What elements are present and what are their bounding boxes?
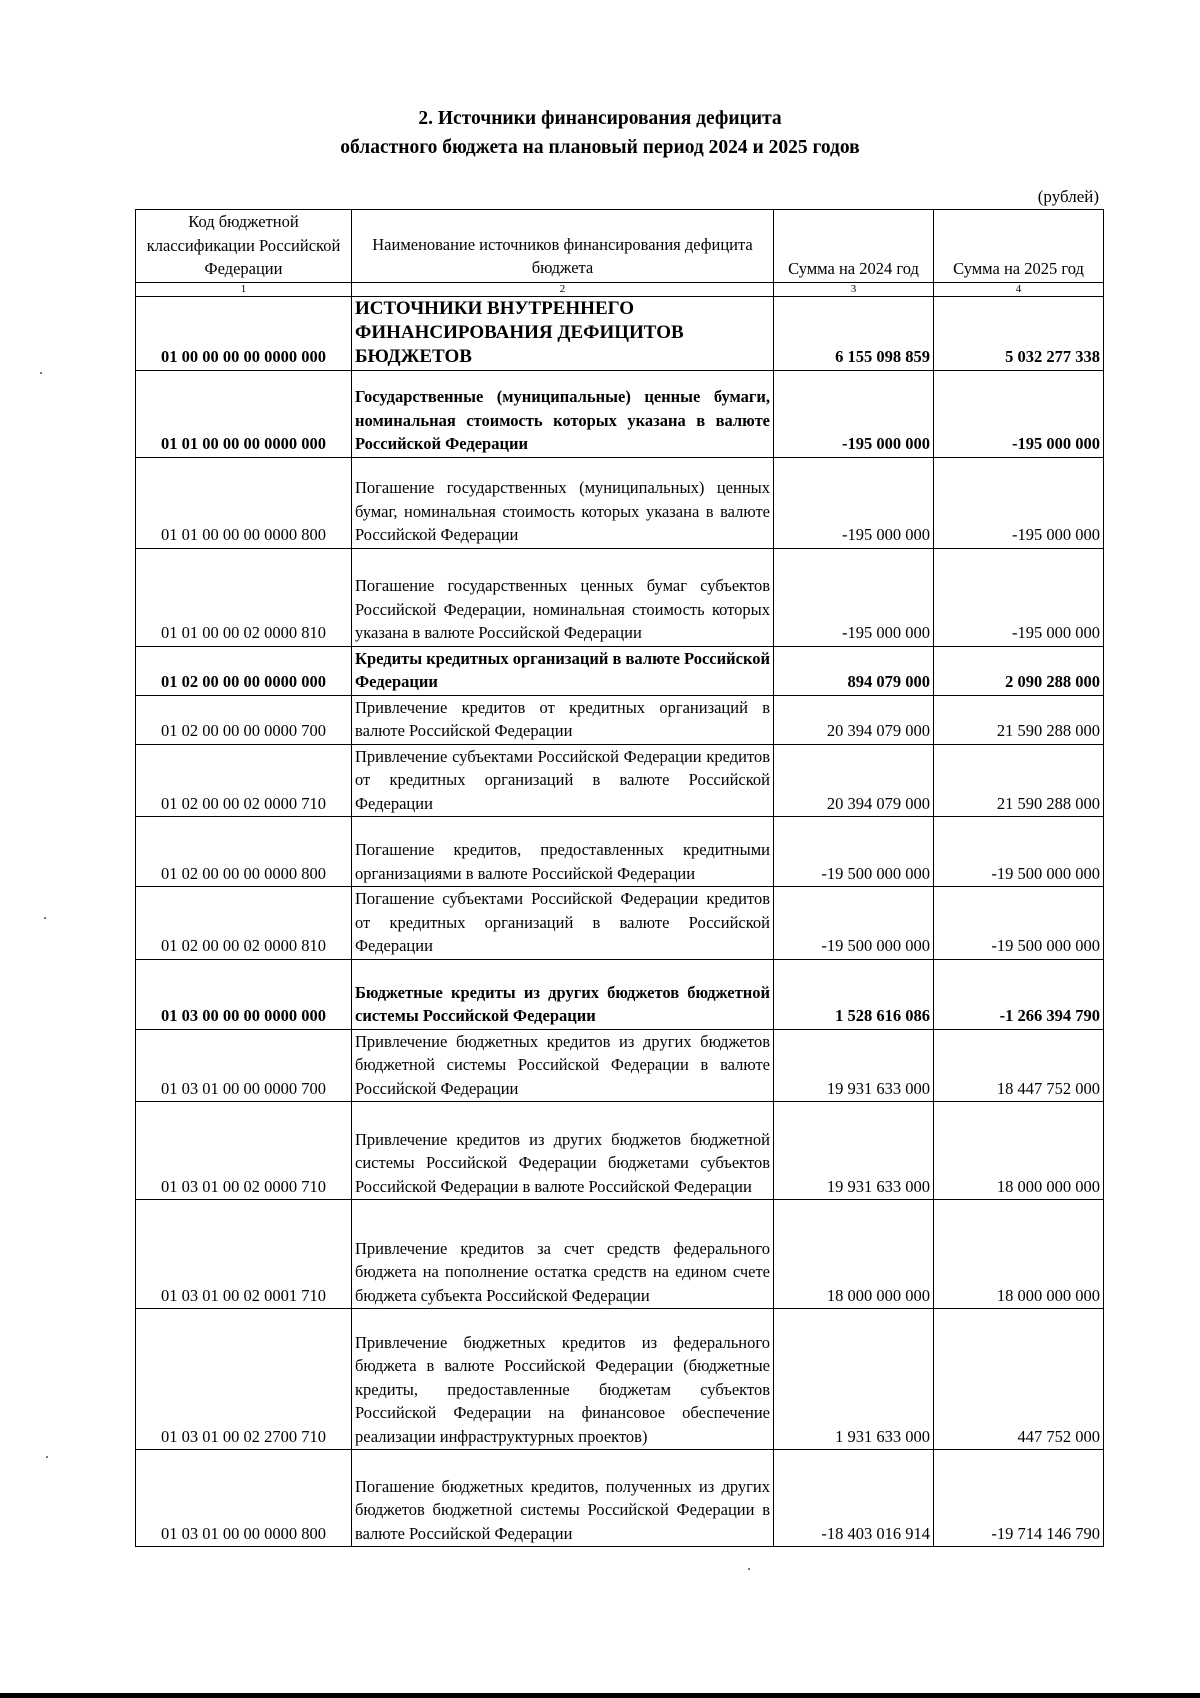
table-row	[136, 1102, 1104, 1200]
column-number: 3	[774, 282, 934, 296]
row-sum-2025: 2 090 288 000	[934, 646, 1104, 695]
header-code: Код бюджетной классификации Российской Федерации	[136, 210, 352, 283]
row-code: 01 02 00 00 00 0000 800	[136, 817, 352, 887]
row-code: 01 01 00 00 00 0000 800	[136, 457, 352, 548]
table-row	[136, 695, 1104, 744]
row-sum-2025: 21 590 288 000	[934, 695, 1104, 744]
row-sum-2024: 1 528 616 086	[774, 959, 934, 1029]
table-row	[136, 457, 1104, 548]
scan-speck	[46, 1456, 48, 1458]
row-code: 01 02 00 00 00 0000 000	[136, 646, 352, 695]
row-code: 01 03 01 00 00 0000 800	[136, 1450, 352, 1547]
title-line-1: 2. Источники финансирования дефицита	[418, 108, 782, 129]
row-sum-2025: -19 500 000 000	[934, 817, 1104, 887]
row-name: Погашение государственных (муниципальных) ценных бумаг, номинальная стоимость которых указана в валюте Российской Федерации	[352, 457, 774, 548]
table-header-row	[136, 210, 1104, 283]
row-name: Привлечение субъектами Российской Федерации кредитов от кредитных организаций в валюте Российской Федерации	[352, 744, 774, 817]
row-sum-2025: -19 500 000 000	[934, 887, 1104, 960]
row-sum-2025: 18 000 000 000	[934, 1102, 1104, 1200]
row-sum-2024: -195 000 000	[774, 370, 934, 457]
row-sum-2025: 18 000 000 000	[934, 1200, 1104, 1309]
header-name: Наименование источников финансирования дефицита бюджета	[352, 210, 774, 283]
header-sum-2024: Сумма на 2024 год	[774, 210, 934, 283]
row-name: Привлечение кредитов от кредитных организаций в валюте Российской Федерации	[352, 695, 774, 744]
row-name: Кредиты кредитных организаций в валюте Российской Федерации	[352, 646, 774, 695]
table-row	[136, 548, 1104, 646]
table-row	[136, 296, 1104, 370]
row-sum-2025: 5 032 277 338	[934, 296, 1104, 370]
row-sum-2024: -19 500 000 000	[774, 887, 934, 960]
column-number: 2	[352, 282, 774, 296]
row-sum-2025: -19 714 146 790	[934, 1450, 1104, 1547]
row-sum-2024: -19 500 000 000	[774, 817, 934, 887]
header-sum-2025: Сумма на 2025 год	[934, 210, 1104, 283]
table-row	[136, 817, 1104, 887]
row-code: 01 02 00 00 02 0000 810	[136, 887, 352, 960]
row-name: Погашение субъектами Российской Федерации кредитов от кредитных организаций в валюте Российской Федерации	[352, 887, 774, 960]
table-row	[136, 744, 1104, 817]
title-line-2: областного бюджета на плановый период 2024 и 2025 годов	[340, 137, 860, 158]
row-code: 01 01 00 00 00 0000 000	[136, 370, 352, 457]
row-code: 01 03 00 00 00 0000 000	[136, 959, 352, 1029]
row-code: 01 02 00 00 02 0000 710	[136, 744, 352, 817]
table-row	[136, 1200, 1104, 1309]
row-sum-2025: -195 000 000	[934, 548, 1104, 646]
row-sum-2025: 21 590 288 000	[934, 744, 1104, 817]
row-sum-2025: -1 266 394 790	[934, 959, 1104, 1029]
table-row	[136, 646, 1104, 695]
row-name: Привлечение бюджетных кредитов из федерального бюджета в валюте Российской Федерации (бюджетные кредиты, предоставленные бюджетам субъектов Российской Федерации на финансовое обеспечение реализации инфраструктурных проектов)	[352, 1309, 774, 1450]
table-row	[136, 1309, 1104, 1450]
row-sum-2024: -18 403 016 914	[774, 1450, 934, 1547]
bottom-scan-edge	[0, 1693, 1200, 1698]
scan-speck	[748, 1568, 750, 1570]
table-row	[136, 887, 1104, 960]
row-sum-2024: 20 394 079 000	[774, 695, 934, 744]
row-code: 01 03 01 00 02 0001 710	[136, 1200, 352, 1309]
row-name: Бюджетные кредиты из других бюджетов бюджетной системы Российской Федерации	[352, 959, 774, 1029]
row-sum-2025: 447 752 000	[934, 1309, 1104, 1450]
row-sum-2025: 18 447 752 000	[934, 1029, 1104, 1102]
row-sum-2024: 19 931 633 000	[774, 1029, 934, 1102]
row-sum-2024: 20 394 079 000	[774, 744, 934, 817]
table-row	[136, 1450, 1104, 1547]
row-sum-2024: -195 000 000	[774, 457, 934, 548]
table-row	[136, 370, 1104, 457]
row-code: 01 03 01 00 02 0000 710	[136, 1102, 352, 1200]
row-sum-2024: 19 931 633 000	[774, 1102, 934, 1200]
units-label: (рублей)	[1037, 187, 1099, 206]
row-sum-2024: 18 000 000 000	[774, 1200, 934, 1309]
row-code: 01 01 00 00 02 0000 810	[136, 548, 352, 646]
row-code: 01 03 01 00 02 2700 710	[136, 1309, 352, 1450]
row-sum-2025: -195 000 000	[934, 370, 1104, 457]
budget-sources-table	[135, 209, 1104, 1547]
row-code: 01 02 00 00 00 0000 700	[136, 695, 352, 744]
document-title	[0, 104, 1200, 162]
row-name: Государственные (муниципальные) ценные бумаги, номинальная стоимость которых указана в валюте Российской Федерации	[352, 370, 774, 457]
row-code: 01 00 00 00 00 0000 000	[136, 296, 352, 370]
row-sum-2024: 1 931 633 000	[774, 1309, 934, 1450]
row-name: Привлечение кредитов из других бюджетов бюджетной системы Российской Федерации бюджетами субъектов Российской Федерации в валюте Российской Федерации	[352, 1102, 774, 1200]
column-number: 1	[136, 282, 352, 296]
row-name: Погашение государственных ценных бумаг субъектов Российской Федерации, номинальная стоимость которых указана в валюте Российской Федерации	[352, 548, 774, 646]
row-code: 01 03 01 00 00 0000 700	[136, 1029, 352, 1102]
column-number: 4	[934, 282, 1104, 296]
row-sum-2024: 6 155 098 859	[774, 296, 934, 370]
row-name: Погашение бюджетных кредитов, полученных из других бюджетов бюджетной системы Российской Федерации в валюте Российской Федерации	[352, 1450, 774, 1547]
table-row	[136, 959, 1104, 1029]
scan-speck	[44, 917, 46, 919]
row-sum-2025: -195 000 000	[934, 457, 1104, 548]
row-sum-2024: 894 079 000	[774, 646, 934, 695]
scan-speck	[40, 372, 42, 374]
row-name: ИСТОЧНИКИ ВНУТРЕННЕГО ФИНАНСИРОВАНИЯ ДЕФИЦИТОВ БЮДЖЕТОВ	[352, 296, 774, 370]
table-row	[136, 1029, 1104, 1102]
column-number-row	[136, 282, 1104, 296]
row-name: Привлечение кредитов за счет средств федерального бюджета на пополнение остатка средств на едином счете бюджета субъекта Российской Федерации	[352, 1200, 774, 1309]
row-name: Привлечение бюджетных кредитов из других бюджетов бюджетной системы Российской Федерации в валюте Российской Федерации	[352, 1029, 774, 1102]
row-sum-2024: -195 000 000	[774, 548, 934, 646]
row-name: Погашение кредитов, предоставленных кредитными организациями в валюте Российской Федерации	[352, 817, 774, 887]
